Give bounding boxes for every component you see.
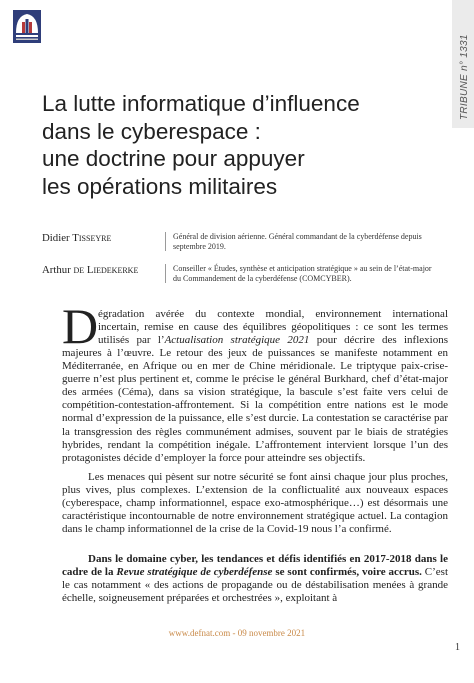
paragraph-line-text: incertain, remise en cause des équilibres géopolitiques : ce sont les termes (98, 321, 448, 334)
paragraph-text: majeures à l’œuvre. Le retour des jeux de puissances se manifeste notamment en Méditerranée, en Afrique ou en mer de Chine méridionale. Le triptyque paix-crise-guerre n’est plus pertinent et, comme le précise le général Burkhard, chef d’état-major des armées (Céma), dans sa vision stratégique, la bascule s’est faite vers celui de compétition-contestation-affrontement. Si la compétition entre nations est le mode normal d’expression de la puissance, elle s’est durcie. La contestation se caractérise par la transgression des règles communément admises, souvent par le biais de stratégies hybrides, rendant la compétition inégale. L’affrontement intervient lorsque l’un des protagonistes décide d’employer la force pour atteindre ses objectifs. (62, 347, 448, 464)
bold-lead (62, 553, 448, 578)
paragraph-text: Les menaces qui pèsent sur notre sécurité se font ainsi chaque jour plus proches, plus vives, plus complexes. L’extension de la conflictualité aux nouveaux espaces (cyberespace, champ informationnel, espace exo-atmosphérique…) est désormais une caractéristique incontournable de notre environnement stratégique actuel. La contagion dans le champ informationnel de la crise de la Covid-19 nous l’a confirmé. (62, 471, 448, 536)
author-name (42, 232, 111, 244)
italic-title: Revue stratégique de cyberdéfense (116, 566, 273, 579)
author-role: Général de division aérienne. Général commandant de la cyberdéfense depuis septembre 2019. (165, 232, 435, 251)
paragraph (62, 553, 448, 605)
text-segment: C’est le cas notamment « des actions de propagande ou de déstabilisation menées à grande échelle, soigneusement préparées et orchestrées », exploitant à (62, 566, 449, 605)
title-line: La lutte informatique d’influence (42, 91, 360, 116)
author-role: Conseiller « Études, synthèse et anticipation stratégique » au sein de l’état-major du Commandement de la cyberdéfense (COMCYBER). (165, 264, 435, 283)
paragraph-line (98, 321, 448, 334)
paragraph-text (62, 553, 448, 605)
footer-site-date: www.defnat.com - 09 novembre 2021 (168, 628, 306, 638)
title-line: les opérations militaires (42, 173, 278, 199)
title-line: dans le cyberespace : (42, 118, 261, 144)
text-segment: utilisés par l’ (98, 334, 165, 347)
author-first-name: Didier (42, 232, 70, 244)
tribune-side-tab (452, 0, 474, 128)
tribune-label: TRIBUNE n° 1331 (459, 34, 470, 120)
author-last-name: de Liedekerke (73, 264, 139, 276)
italic-title: Actualisation stratégique 2021 (164, 334, 310, 347)
article-title (42, 90, 432, 200)
institution-crest-logo-icon (13, 10, 41, 43)
text-segment: pour décrire des inflexions (309, 334, 448, 347)
text-segment: se sont confirmés, voire accrus. (272, 566, 422, 579)
paragraph-opening-lines (98, 308, 448, 347)
author-name (42, 264, 138, 276)
page-number: 1 (455, 642, 460, 653)
drop-cap: D (62, 298, 99, 354)
paragraph (62, 471, 448, 536)
title-line: une doctrine pour appuyer (42, 146, 305, 171)
text-segment: Dans le domaine cyber, les tendances et défis identifiés en 2017-2018 dans le cadre de la (62, 553, 448, 579)
paragraph-line (98, 334, 448, 347)
author-last-name: Tisseyre (72, 232, 112, 244)
paragraph-line: égradation avérée du contexte mondial, environnement international (98, 308, 448, 320)
author-first-name: Arthur (42, 264, 71, 276)
paragraph-continuation (62, 347, 448, 465)
